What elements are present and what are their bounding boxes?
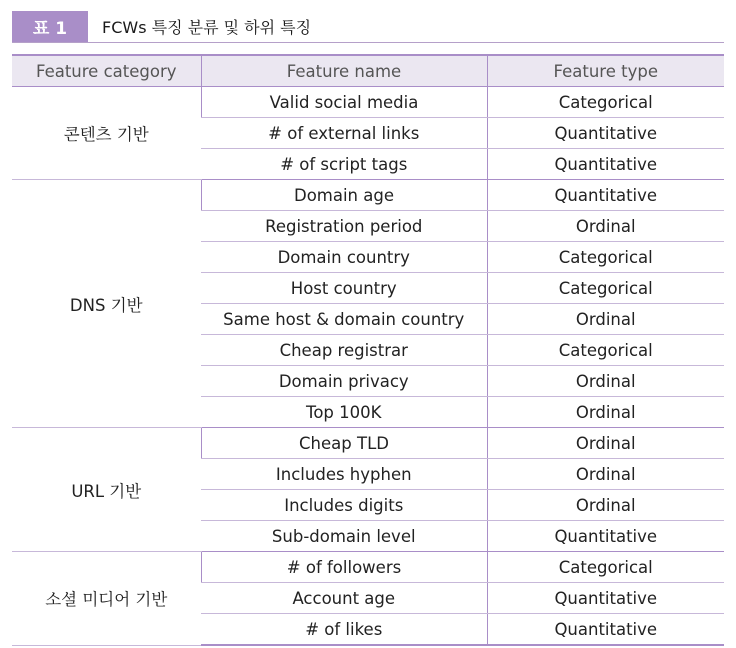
feature-name-cell: Valid social media — [201, 87, 487, 118]
feature-type-cell: Quantitative — [487, 583, 724, 614]
feature-type-cell: Ordinal — [487, 397, 724, 428]
feature-type-cell: Categorical — [487, 273, 724, 304]
feature-name-cell: # of followers — [201, 552, 487, 583]
feature-name-cell: Sub-domain level — [201, 521, 487, 552]
table-caption — [12, 11, 724, 43]
feature-name-cell: # of likes — [201, 614, 487, 646]
feature-type-cell: Categorical — [487, 552, 724, 583]
feature-name-cell: Cheap registrar — [201, 335, 487, 366]
table-row — [12, 552, 724, 583]
feature-type-cell: Ordinal — [487, 211, 724, 242]
feature-category-cell: 콘텐츠 기반 — [12, 87, 201, 180]
feature-type-cell: Quantitative — [487, 614, 724, 646]
header-feature-name: Feature name — [201, 55, 487, 87]
table-body — [12, 87, 724, 646]
feature-type-cell: Quantitative — [487, 118, 724, 149]
table-row — [12, 180, 724, 211]
feature-type-cell: Categorical — [487, 87, 724, 118]
feature-name-cell: Same host & domain country — [201, 304, 487, 335]
feature-type-cell: Ordinal — [487, 304, 724, 335]
feature-type-cell: Ordinal — [487, 459, 724, 490]
feature-name-cell: Domain age — [201, 180, 487, 211]
feature-name-cell: # of external links — [201, 118, 487, 149]
header-feature-type: Feature type — [487, 55, 724, 87]
feature-type-cell: Categorical — [487, 335, 724, 366]
table-number-label: 표 1 — [12, 11, 88, 42]
feature-name-cell: Top 100K — [201, 397, 487, 428]
feature-name-cell: # of script tags — [201, 149, 487, 180]
feature-name-cell: Registration period — [201, 211, 487, 242]
feature-type-cell: Ordinal — [487, 366, 724, 397]
table-title: FCWs 특징 분류 및 하위 특징 — [102, 18, 312, 37]
feature-category-cell: 소셜 미디어 기반 — [12, 552, 201, 646]
feature-type-cell: Categorical — [487, 242, 724, 273]
feature-table — [12, 54, 724, 646]
header-feature-category: Feature category — [12, 55, 201, 87]
feature-type-cell: Quantitative — [487, 521, 724, 552]
feature-type-cell: Quantitative — [487, 149, 724, 180]
feature-name-cell: Domain privacy — [201, 366, 487, 397]
header-row — [12, 55, 724, 87]
feature-type-cell: Quantitative — [487, 180, 724, 211]
feature-name-cell: Includes digits — [201, 490, 487, 521]
feature-name-cell: Account age — [201, 583, 487, 614]
feature-name-cell: Cheap TLD — [201, 428, 487, 459]
feature-type-cell: Ordinal — [487, 490, 724, 521]
table-row — [12, 428, 724, 459]
feature-name-cell: Domain country — [201, 242, 487, 273]
feature-name-cell: Host country — [201, 273, 487, 304]
feature-category-cell: DNS 기반 — [12, 180, 201, 428]
feature-name-cell: Includes hyphen — [201, 459, 487, 490]
feature-category-cell: URL 기반 — [12, 428, 201, 552]
table-row — [12, 87, 724, 118]
feature-type-cell: Ordinal — [487, 428, 724, 459]
